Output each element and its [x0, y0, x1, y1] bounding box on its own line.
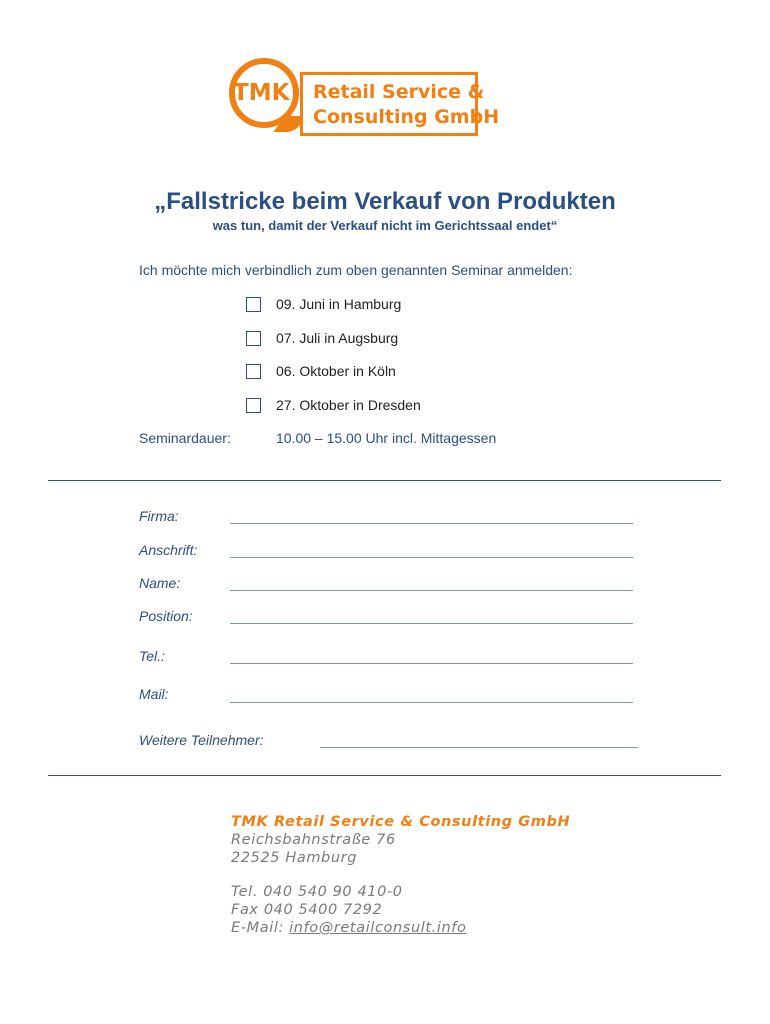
logo-line-2: Consulting GmbH	[313, 106, 500, 128]
checkbox[interactable]	[246, 297, 261, 312]
footer-email-prefix: E-Mail:	[231, 920, 284, 936]
page-subtitle: was tun, damit der Verkauf nicht im Gerichtssaal endet“	[212, 218, 558, 233]
registration-intro: Ich möchte mich verbindlich zum oben genannten Seminar anmelden:	[139, 262, 573, 278]
footer-email-row	[231, 920, 466, 936]
tel-field[interactable]	[230, 648, 633, 662]
firma-field[interactable]	[230, 508, 633, 522]
divider	[48, 480, 721, 481]
extra-participants-field-line	[320, 747, 638, 748]
footer-fax: Fax 040 5400 7292	[231, 902, 383, 918]
position-field-line	[230, 623, 633, 624]
name-field[interactable]	[230, 575, 633, 589]
option-dresden[interactable]	[246, 397, 421, 413]
position-label: Position:	[139, 608, 193, 624]
option-augsburg[interactable]	[246, 330, 398, 346]
anschrift-field[interactable]	[230, 542, 633, 556]
firma-label: Firma:	[139, 508, 179, 524]
name-label: Name:	[139, 575, 181, 591]
footer-email-link[interactable]: info@retailconsult.info	[289, 920, 467, 936]
mail-field-line	[230, 702, 633, 703]
checkbox[interactable]	[246, 398, 261, 413]
option-label: 07. Juli in Augsburg	[276, 330, 399, 346]
duration-value: 10.00 – 15.00 Uhr incl. Mittagessen	[276, 430, 497, 446]
anschrift-label: Anschrift:	[139, 542, 198, 558]
footer-street: Reichsbahnstraße 76	[231, 832, 396, 848]
extra-participants-label: Weitere Teilnehmer:	[139, 732, 264, 748]
mail-label: Mail:	[139, 686, 169, 702]
page-title: „Fallstricke beim Verkauf von Produkten	[154, 188, 616, 215]
tel-field-line	[230, 663, 633, 664]
firma-field-line	[230, 523, 633, 524]
mail-field[interactable]	[230, 687, 633, 701]
position-field[interactable]	[230, 608, 633, 622]
checkbox[interactable]	[246, 364, 261, 379]
footer-tel: Tel. 040 540 90 410-0	[231, 884, 403, 900]
duration-label: Seminardauer:	[139, 430, 231, 446]
logo-line-1: Retail Service &	[313, 81, 485, 103]
checkbox[interactable]	[246, 331, 261, 346]
extra-participants-field[interactable]	[320, 732, 638, 746]
tel-label: Tel.:	[139, 648, 165, 664]
divider	[48, 775, 721, 776]
option-koeln[interactable]	[246, 363, 396, 379]
footer-company: TMK Retail Service & Consulting GmbH	[231, 814, 571, 830]
footer-city: 22525 Hamburg	[231, 850, 358, 866]
option-label: 06. Oktober in Köln	[276, 363, 396, 379]
company-logo	[229, 58, 500, 138]
option-label: 27. Oktober in Dresden	[276, 397, 421, 413]
option-label: 09. Juni in Hamburg	[276, 296, 402, 312]
logo-wordmark-box	[300, 72, 500, 136]
anschrift-field-line	[230, 557, 633, 558]
name-field-line	[230, 590, 633, 591]
logo-mark: TMK	[233, 80, 290, 106]
option-hamburg[interactable]	[246, 296, 401, 312]
